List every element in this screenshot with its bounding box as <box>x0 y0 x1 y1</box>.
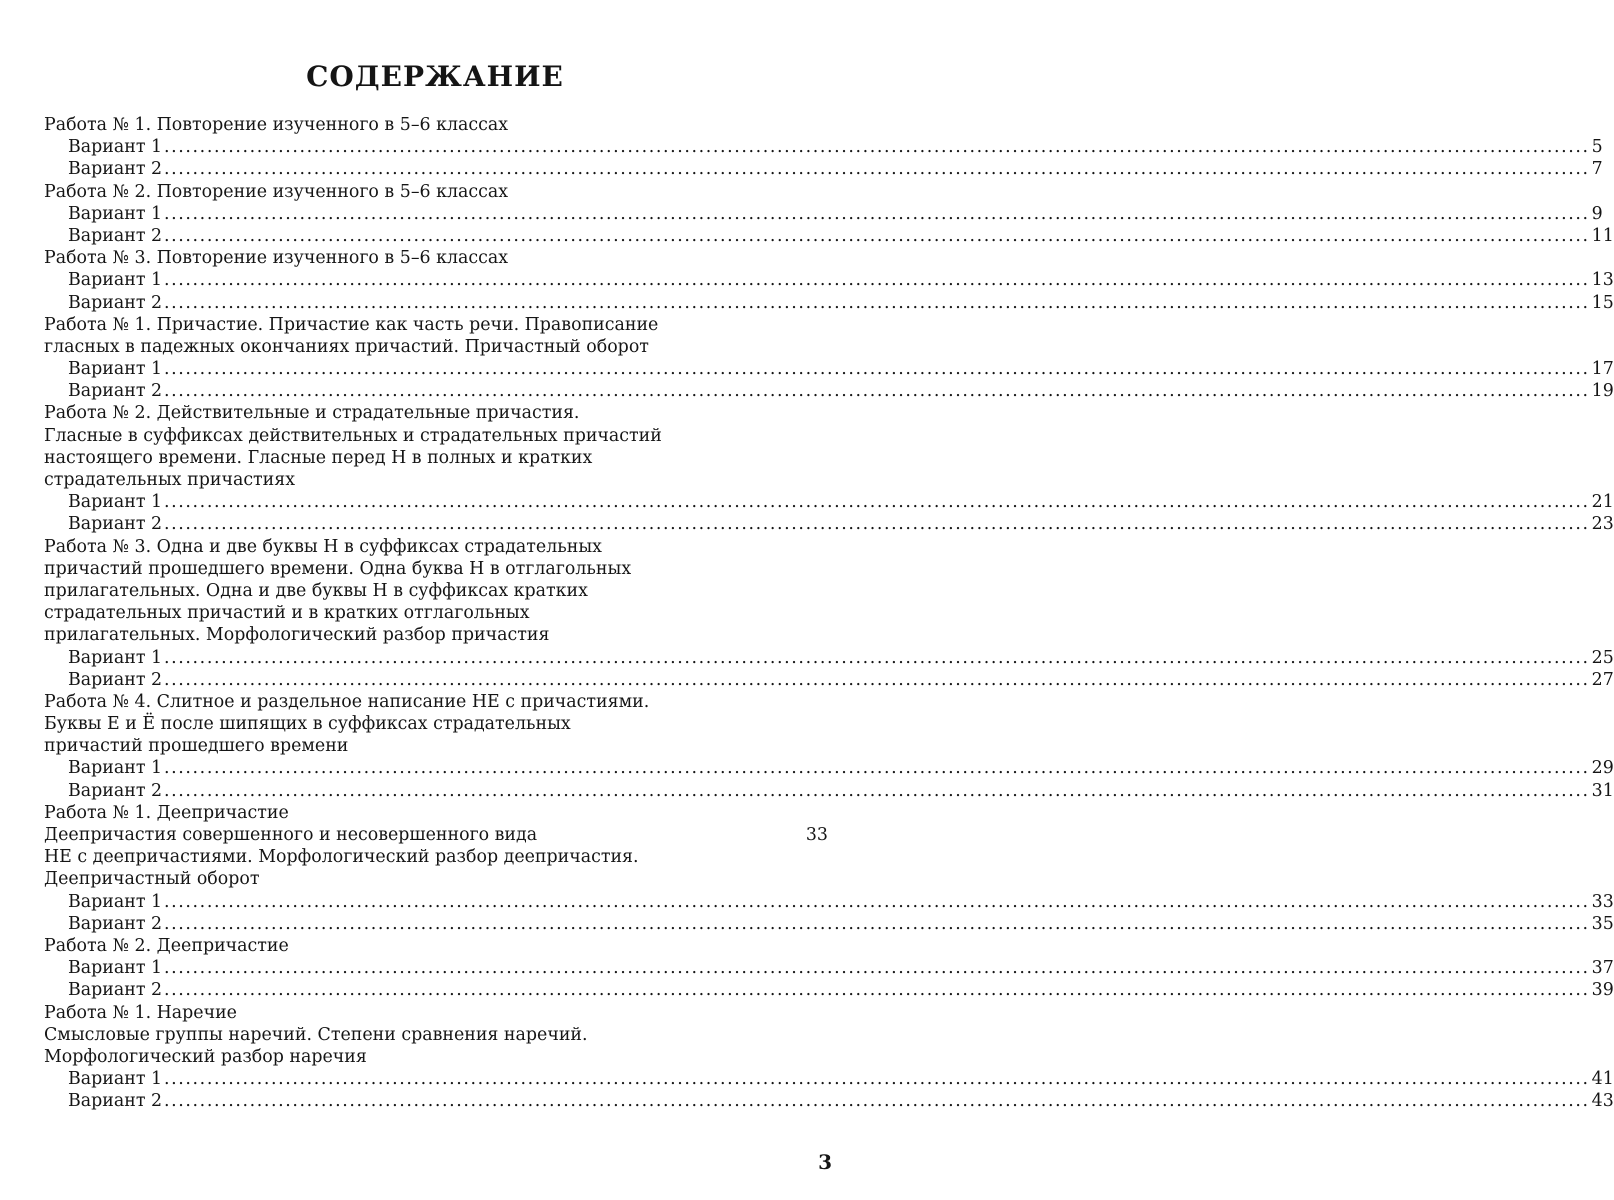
toc-variant-label: Вариант 2 <box>68 1091 163 1112</box>
toc-variant-label: Вариант 2 <box>68 292 163 313</box>
toc-variant-row <box>44 957 1614 979</box>
dot-leader: ........................................................................................................................................................................................................ <box>164 514 1590 535</box>
toc-entry-line <box>44 336 828 358</box>
toc-entry-text: Работа № 2. Повторение изученного в 5–6 классах <box>44 181 509 202</box>
toc-entry-text: Морфологический разбор наречия <box>44 1046 367 1067</box>
page-title: СОДЕРЖАНИЕ <box>306 60 564 93</box>
toc-page-number: 43 <box>1591 1091 1614 1112</box>
toc-entry-text: Работа № 1. Деепричастие <box>44 802 289 823</box>
toc-entry-line <box>44 735 828 757</box>
toc-entry-text: Деепричастия совершенного и несовершенного вида <box>44 825 538 845</box>
toc-entry-text: Деепричастный оборот <box>44 869 260 890</box>
dot-leader: ........................................................................................................................................................................................................ <box>164 159 1590 180</box>
toc-variant-label: Вариант 2 <box>68 780 163 801</box>
toc-page-number: 39 <box>1591 980 1614 1001</box>
toc-entry-text: страдательных причастиях <box>44 470 296 490</box>
toc-entry-line <box>44 536 828 558</box>
toc-variant-label: Вариант 2 <box>68 913 163 934</box>
toc-entry-line <box>44 425 828 447</box>
toc-page-number: 31 <box>1591 780 1614 801</box>
toc-variant-label: Вариант 2 <box>68 225 163 246</box>
toc-variant-row <box>44 780 1614 802</box>
dot-leader: ........................................................................................................................................................................................................ <box>164 758 1590 779</box>
toc-entry-text: Буквы Е и Ё после шипящих в суффиксах страдательных <box>44 714 571 735</box>
toc-entry-line <box>44 1002 828 1024</box>
toc-page-number: 33 <box>1591 891 1614 912</box>
toc-entry-line <box>44 114 828 136</box>
toc-variant-row <box>44 358 1614 380</box>
toc-page-number: 21 <box>1591 492 1614 513</box>
toc-entry-line <box>44 580 828 602</box>
toc-variant-row <box>44 979 1614 1001</box>
toc-page-number: 25 <box>1591 647 1614 668</box>
toc-variant-label: Вариант 2 <box>68 514 163 535</box>
toc-entry-text: страдательных причастий и в кратких отглагольных <box>44 603 530 624</box>
toc-variant-label: Вариант 1 <box>68 492 163 513</box>
toc-variant-row <box>44 1090 1614 1112</box>
dot-leader: ........................................................................................................................................................................................................ <box>164 669 1590 690</box>
dot-leader: ........................................................................................................................................................................................................ <box>164 1069 1590 1090</box>
dot-leader: ........................................................................................................................................................................................................ <box>164 492 1590 513</box>
toc-page-number: 5 <box>1591 137 1603 158</box>
toc-variant-row <box>44 669 1614 691</box>
toc-entry-text: причастий прошедшего времени <box>44 736 349 757</box>
toc-page-number: 19 <box>1591 381 1614 402</box>
toc-entry-line <box>44 558 828 580</box>
toc-entry-line <box>44 469 828 491</box>
toc-page-number: 41 <box>1591 1069 1614 1090</box>
toc-variant-row <box>44 292 1614 314</box>
toc-variant-row <box>44 136 1603 158</box>
toc-page-number: 35 <box>1591 913 1614 934</box>
dot-leader: ........................................................................................................................................................................................................ <box>164 647 1590 668</box>
toc-page-number: 7 <box>1591 159 1603 180</box>
table-of-contents <box>44 114 1614 1112</box>
toc-variant-row <box>44 158 1603 180</box>
toc-entry-line <box>44 691 828 713</box>
toc-entry-line <box>44 868 828 890</box>
toc-page-number: 13 <box>1591 270 1614 291</box>
toc-entry-line <box>44 1046 828 1068</box>
toc-variant-label: Вариант 1 <box>68 359 163 380</box>
toc-entry-text: настоящего времени. Гласные перед Н в полных и кратких <box>44 447 593 468</box>
dot-leader: ........................................................................................................................................................................................................ <box>164 225 1590 246</box>
dot-leader: ........................................................................................................................................................................................................ <box>164 980 1590 1001</box>
toc-variant-label: Вариант 2 <box>68 669 163 690</box>
toc-variant-row <box>44 757 1614 779</box>
toc-entry-text: причастий прошедшего времени. Одна буква Н в отглагольных <box>44 558 632 579</box>
toc-entry-text: Работа № 2. Деепричастие <box>44 935 289 956</box>
toc-entry-line <box>44 1024 828 1046</box>
toc-entry-line <box>44 624 828 646</box>
dot-leader: ........................................................................................................................................................................................................ <box>164 137 1590 158</box>
page-number: 3 <box>818 1150 832 1174</box>
toc-entry-line <box>44 802 828 824</box>
toc-variant-row <box>44 1068 1614 1090</box>
toc-variant-label: Вариант 1 <box>68 1069 163 1090</box>
toc-entry-text: Работа № 1. Причастие. Причастие как часть речи. Правописание <box>44 314 659 335</box>
dot-leader: ........................................................................................................................................................................................................ <box>164 359 1590 380</box>
toc-page-number: 17 <box>1591 359 1614 380</box>
toc-page-number: 29 <box>1591 758 1614 779</box>
toc-variant-row <box>44 647 1614 669</box>
toc-entry-text: Работа № 1. Наречие <box>44 1002 237 1023</box>
toc-variant-label: Вариант 1 <box>68 203 163 224</box>
toc-entry-line <box>44 824 828 846</box>
toc-variant-row <box>44 913 1614 935</box>
dot-leader: ........................................................................................................................................................................................................ <box>164 1091 1590 1112</box>
toc-entry-text: Работа № 4. Слитное и раздельное написание НЕ с причастиями. <box>44 691 650 712</box>
toc-entry-text: Работа № 2. Действительные и страдательные причастия. <box>44 403 580 424</box>
toc-variant-label: Вариант 2 <box>68 159 163 180</box>
dot-leader: ........................................................................................................................................................................................................ <box>164 958 1590 979</box>
toc-page-number: 27 <box>1591 669 1614 690</box>
toc-variant-label: Вариант 2 <box>68 381 163 402</box>
toc-variant-row <box>44 513 1614 535</box>
dot-leader: ........................................................................................................................................................................................................ <box>164 270 1590 291</box>
toc-entry-line <box>44 935 828 957</box>
toc-variant-label: Вариант 2 <box>68 980 163 1001</box>
toc-variant-label: Вариант 1 <box>68 137 163 158</box>
toc-page-number: 15 <box>1591 292 1614 313</box>
toc-entry-line <box>44 846 828 868</box>
toc-variant-label: Вариант 1 <box>68 647 163 668</box>
dot-leader: ........................................................................................................................................................................................................ <box>164 381 1590 402</box>
toc-entry-text: гласных в падежных окончаниях причастий. Причастный оборот <box>44 336 649 357</box>
toc-variant-row <box>44 225 1614 247</box>
toc-variant-row <box>44 491 1614 513</box>
toc-entry-line <box>44 247 828 269</box>
toc-entry-text: прилагательных. Одна и две буквы Н в суффиксах кратких <box>44 580 588 601</box>
toc-entry-text: Работа № 3. Повторение изученного в 5–6 классах <box>44 248 509 269</box>
toc-entry-text: Гласные в суффиксах действительных и страдательных причастий <box>44 425 662 446</box>
toc-entry-line <box>44 181 828 203</box>
dot-leader: ........................................................................................................................................................................................................ <box>164 292 1590 313</box>
toc-page-number: 9 <box>1591 203 1603 224</box>
toc-variant-label: Вариант 1 <box>68 891 163 912</box>
toc-entry-text: Работа № 3. Одна и две буквы Н в суффиксах страдательных <box>44 536 602 557</box>
dot-leader: ........................................................................................................................................................................................................ <box>164 780 1590 801</box>
toc-page-number: 23 <box>1591 514 1614 535</box>
toc-entry-text: Работа № 1. Повторение изученного в 5–6 классах <box>44 115 509 135</box>
dot-leader: ........................................................................................................................................................................................................ <box>164 203 1590 224</box>
toc-variant-row <box>44 891 1614 913</box>
dot-leader: ........................................................................................................................................................................................................ <box>164 891 1590 912</box>
toc-entry-line <box>44 402 828 424</box>
toc-variant-row <box>44 269 1614 291</box>
toc-page-number: 37 <box>1591 958 1614 979</box>
toc-variant-label: Вариант 1 <box>68 758 163 779</box>
toc-variant-row <box>44 203 1603 225</box>
toc-variant-label: Вариант 1 <box>68 958 163 979</box>
toc-page-number: 33 <box>805 825 828 845</box>
toc-entry-line <box>44 602 828 624</box>
toc-page-number: 11 <box>1591 225 1614 246</box>
toc-variant-label: Вариант 1 <box>68 270 163 291</box>
toc-entry-line <box>44 713 828 735</box>
toc-entry-text: НЕ с деепричастиями. Морфологический разбор деепричастия. <box>44 847 639 868</box>
dot-leader: ........................................................................................................................................................................................................ <box>164 913 1590 934</box>
toc-entry-text: прилагательных. Морфологический разбор причастия <box>44 625 550 646</box>
toc-variant-row <box>44 380 1614 402</box>
toc-entry-text: Смысловые группы наречий. Степени сравнения наречий. <box>44 1024 588 1045</box>
toc-entry-line <box>44 314 828 336</box>
toc-entry-line <box>44 447 828 469</box>
